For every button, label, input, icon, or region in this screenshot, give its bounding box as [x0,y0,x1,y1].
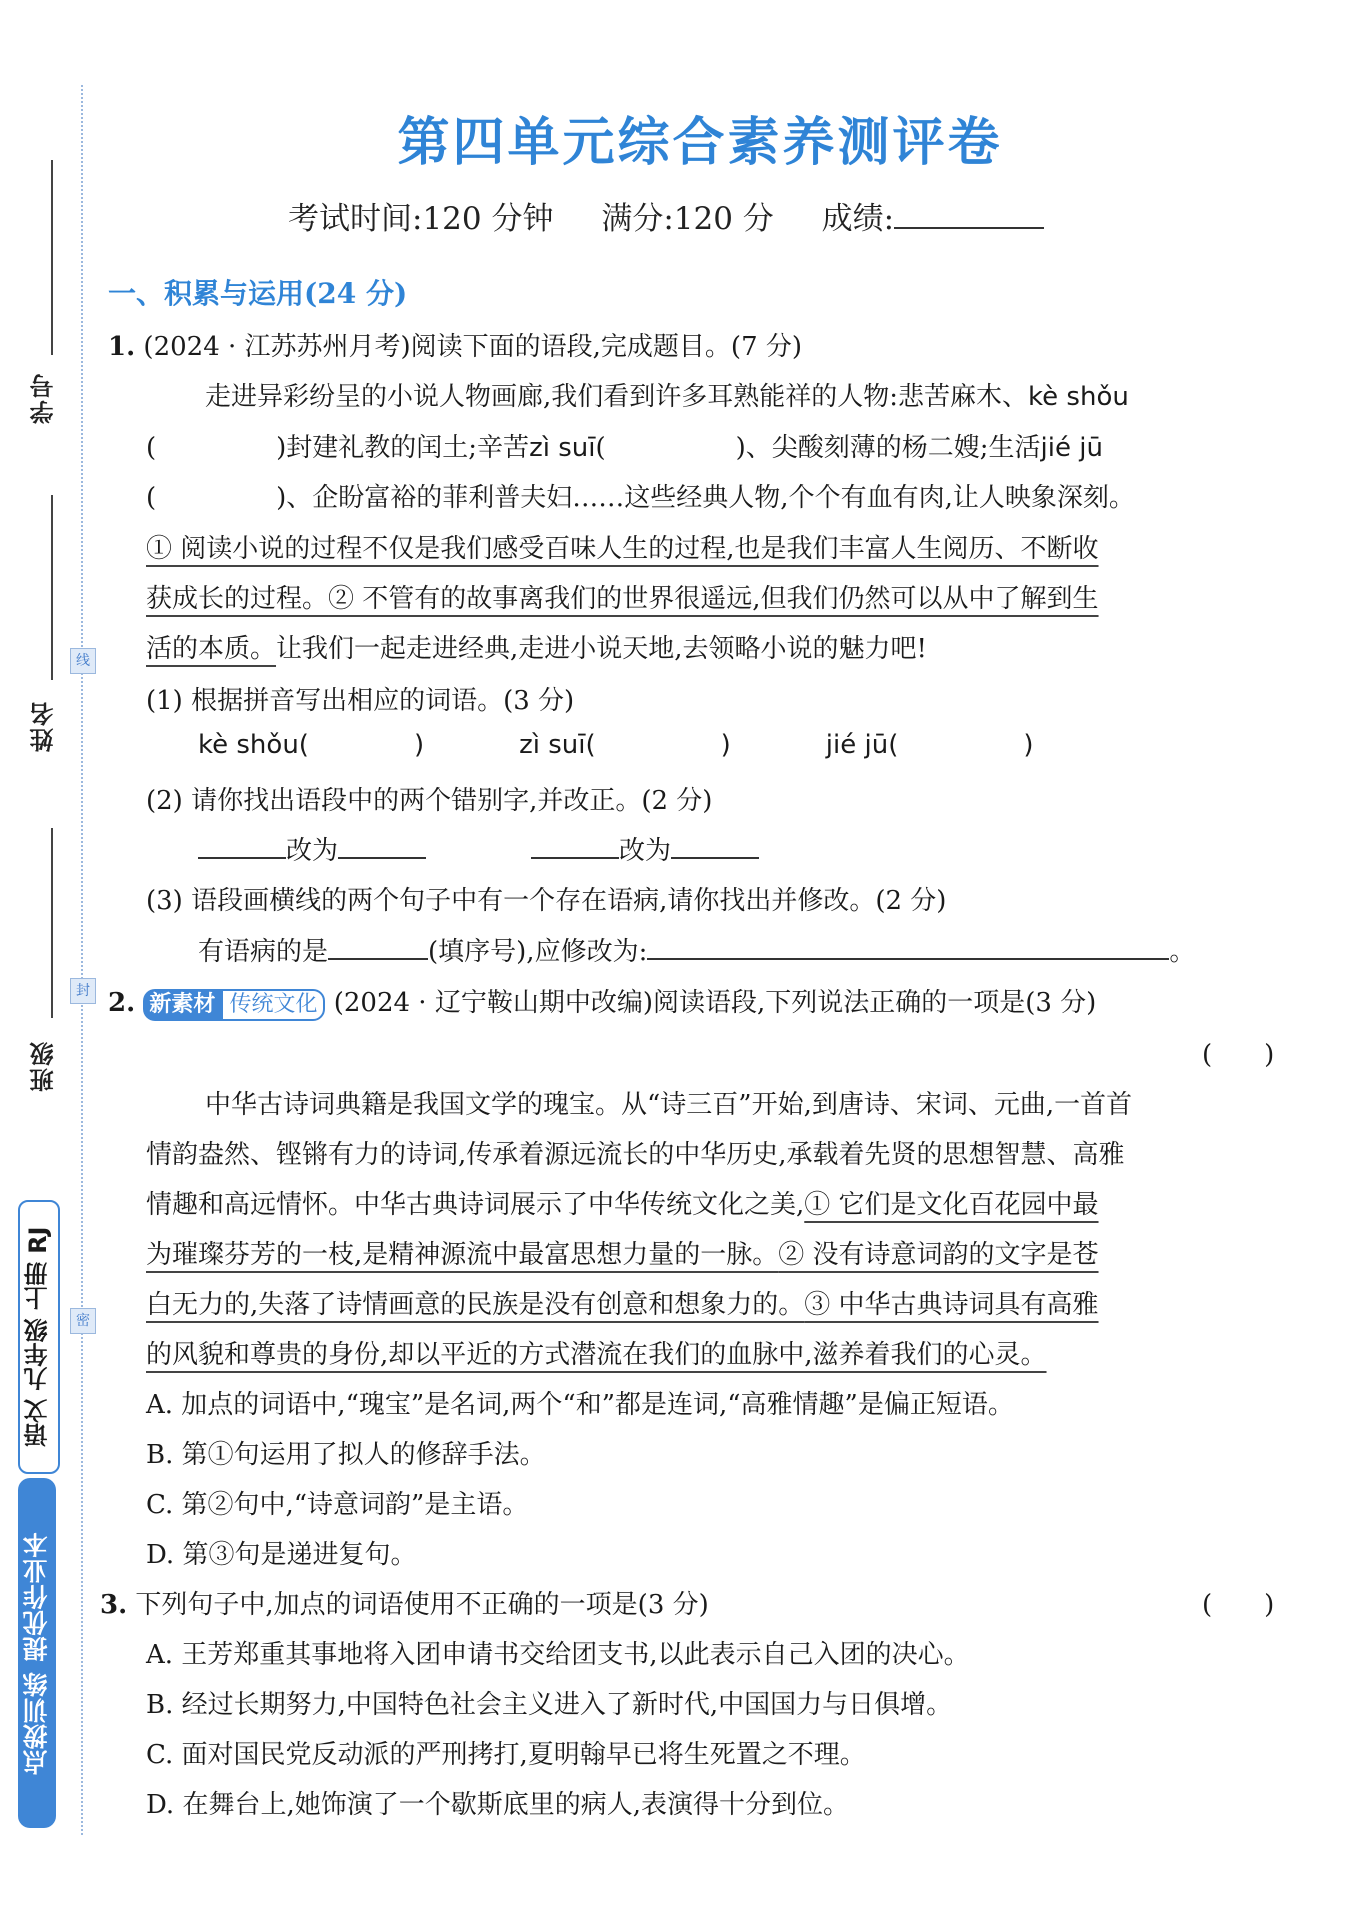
exam-time: 考试时间:120 分钟 [288,201,554,237]
q2-para-line5 [146,1284,1099,1321]
q2-underlined-sentence-2: 白无力的,失落了诗情画意的民族是没有创意和想象力的。 [146,1290,805,1320]
sub3-fix-label: (填序号),应修改为: [428,937,648,967]
q1-para-line5 [146,578,1099,615]
q2-underlined-sentence-2: ② 没有诗意词韵的文字是苍 [778,1240,1099,1270]
series-logo: 点拨训练 提优作业本 [18,1478,56,1828]
q2-para-line2: 情韵盎然、铿锵有力的诗词,传承着源远流长的中华历史,承载着先贤的思想智慧、高雅 [146,1140,1125,1170]
q1-para-line6 [146,628,927,665]
q1-sub1: (1) 根据拼音写出相应的词语。(3 分) [146,686,575,716]
sub1-zi-sui: zì suī( [519,730,596,760]
page-title: 第四单元综合素养测评卷 [397,112,1003,173]
score-label: 成绩: [821,201,895,237]
q2-stem [108,982,1096,1021]
student-id-fill-line[interactable] [51,160,53,355]
grade-tag: 语文 九年级 上册 RJ [18,1200,60,1474]
sub1-jie-ju: jié jū( [825,730,899,760]
q2-answer-paren[interactable]: ( ) [1202,1040,1275,1070]
score-blank[interactable] [894,205,1044,229]
period: 。 [1169,937,1196,967]
sub1-close: ) [1023,730,1034,760]
q2-para-line4 [146,1234,1099,1271]
q1-text: 让我们一起走进经典,走进小说天地,去领略小说的魅力吧! [276,634,927,664]
sub1-close: ) [720,730,731,760]
q1-underlined-sentence-2: 活的本质。 [146,634,277,664]
q2-para-line6 [146,1334,1047,1371]
q1-text: 走进异彩纷呈的小说人物画廊,我们看到许多耳熟能祥的人物:悲苦麻木、 [205,382,1029,412]
change-to-label: 改为 [286,836,339,866]
q1-sub2-answers [198,830,759,867]
q1-sub3: (3) 语段画横线的两个句子中有一个存在语病,请你找出并修改。(2 分) [146,886,947,916]
exam-info [288,193,1044,238]
q1-text: ( [595,433,606,463]
q3-option-b[interactable]: B. 经过长期努力,中国特色社会主义进入了新时代,中国国力与日俱增。 [146,1690,953,1720]
pinyin-ke-shou: kè shǒu [1028,382,1129,412]
q1-text: ( [146,483,157,513]
binding-dotted-line [81,85,83,1835]
class-fill-line[interactable] [51,828,53,1018]
name-label: 姓名 [29,700,58,752]
q1-text: )、企盼富裕的菲利普夫妇……这些经典人物,个个有血有肉,让人映象深刻。 [276,483,1135,513]
q3-answer-paren[interactable]: ( ) [1202,1590,1275,1620]
correction-blank[interactable] [671,837,759,859]
q1-underlined-sentence-2: ② 不管有的故事离我们的世界很遥远,但我们仍然可以从中了解到生 [328,584,1099,614]
section-title: 一、积累与运用(24 分) [108,277,408,310]
q1-sub1-answers [198,730,1034,760]
q3-option-c[interactable]: C. 面对国民党反动派的严刑拷打,夏明翰早已将生死置之不理。 [146,1740,866,1770]
class-label: 班级 [29,1040,58,1092]
q1-para-line3 [146,477,1135,514]
sub1-close: ) [413,730,425,760]
pinyin-zi-sui: zì suī [529,433,596,463]
q2-underlined-sentence-1: 为璀璨芬芳的一枝,是精神源流中最富思想力量的一脉。 [146,1240,779,1270]
binding-mark-mi: 密 [70,1308,96,1334]
q1-para-line1 [205,376,1129,413]
q1-underlined-sentence-1: ① 阅读小说的过程不仅是我们感受百味人生的过程,也是我们丰富人生阅历、不断收 [146,534,1099,564]
q1-para-line2 [146,427,1103,464]
q2-para-line3 [146,1184,1099,1221]
q3-stem-text: 下列句子中,加点的词语使用不正确的一项是(3 分) [135,1590,709,1620]
student-id-label: 学号 [29,372,58,424]
q3-option-a[interactable]: A. 王芳郑重其事地将入团申请书交给团支书,以此表示自己入团的决心。 [146,1640,970,1670]
q3-stem [100,1584,709,1621]
q1-sub2: (2) 请你找出语段中的两个错别字,并改正。(2 分) [146,786,713,816]
q1-number: 1. [108,332,136,362]
change-to-label: 改为 [619,836,672,866]
q1-para-line4 [146,528,1099,565]
q2-underlined-sentence-3: 的风貌和尊贵的身份,却以平近的方式潜流在我们的血脉中,滋养着我们的心灵。 [146,1340,1047,1370]
sub3-label: 有语病的是 [198,937,329,967]
q1-stem [108,326,802,363]
typo-blank[interactable] [531,837,619,859]
sub1-ke-shou: kè shǒu( [198,730,309,760]
q1-underlined-sentence-1: 获成长的过程。 [146,584,329,614]
q1-text: )、尖酸刻薄的杨二嫂;生活 [735,433,1041,463]
binding-mark-feng: 封 [70,978,96,1004]
correction-blank[interactable] [338,837,426,859]
sub3-number-blank[interactable] [328,938,428,960]
name-fill-line[interactable] [51,495,53,680]
sub3-fix-blank[interactable] [647,938,1169,960]
q2-option-b[interactable]: B. 第①句运用了拟人的修辞手法。 [146,1440,546,1470]
q1-text: )封建礼教的闰土;辛苦 [276,433,530,463]
pinyin-jie-ju: jié jū [1040,433,1103,463]
q2-text: 情趣和高远情怀。中华古典诗词展示了中华传统文化之美, [146,1190,805,1220]
q2-option-c[interactable]: C. 第②句中,“诗意词韵”是主语。 [146,1490,529,1520]
q3-number: 3. [100,1590,128,1620]
q2-underlined-sentence-3: ③ 中华古典诗词具有高雅 [804,1290,1099,1320]
q2-stem-text: (2024 · 辽宁鞍山期中改编)阅读语段,下列说法正确的一项是(3 分) [333,988,1097,1018]
q3-option-d[interactable]: D. 在舞台上,她饰演了一个歇斯底里的病人,表演得十分到位。 [146,1790,849,1820]
typo-blank[interactable] [198,837,286,859]
q1-stem-text: (2024 · 江苏苏州月考)阅读下面的语段,完成题目。(7 分) [143,332,803,362]
q1-text: ( [146,433,157,463]
topic-badge: 传统文化 [221,989,325,1021]
q2-number: 2. [108,988,136,1018]
q2-underlined-sentence-1: ① 它们是文化百花园中最 [804,1190,1099,1220]
q2-option-a[interactable]: A. 加点的词语中,“瑰宝”是名词,两个“和”都是连词,“高雅情趣”是偏正短语。 [146,1390,1014,1420]
new-material-badge: 新素材 [143,989,221,1021]
q2-option-d[interactable]: D. 第③句是递进复句。 [146,1540,417,1570]
full-score: 满分:120 分 [601,201,774,237]
q2-para-line1: 中华古诗词典籍是我国文学的瑰宝。从“诗三百”开始,到唐诗、宋词、元曲,一首首 [205,1090,1133,1120]
binding-mark-xian: 线 [70,648,96,674]
q1-sub3-answers [198,931,1195,968]
